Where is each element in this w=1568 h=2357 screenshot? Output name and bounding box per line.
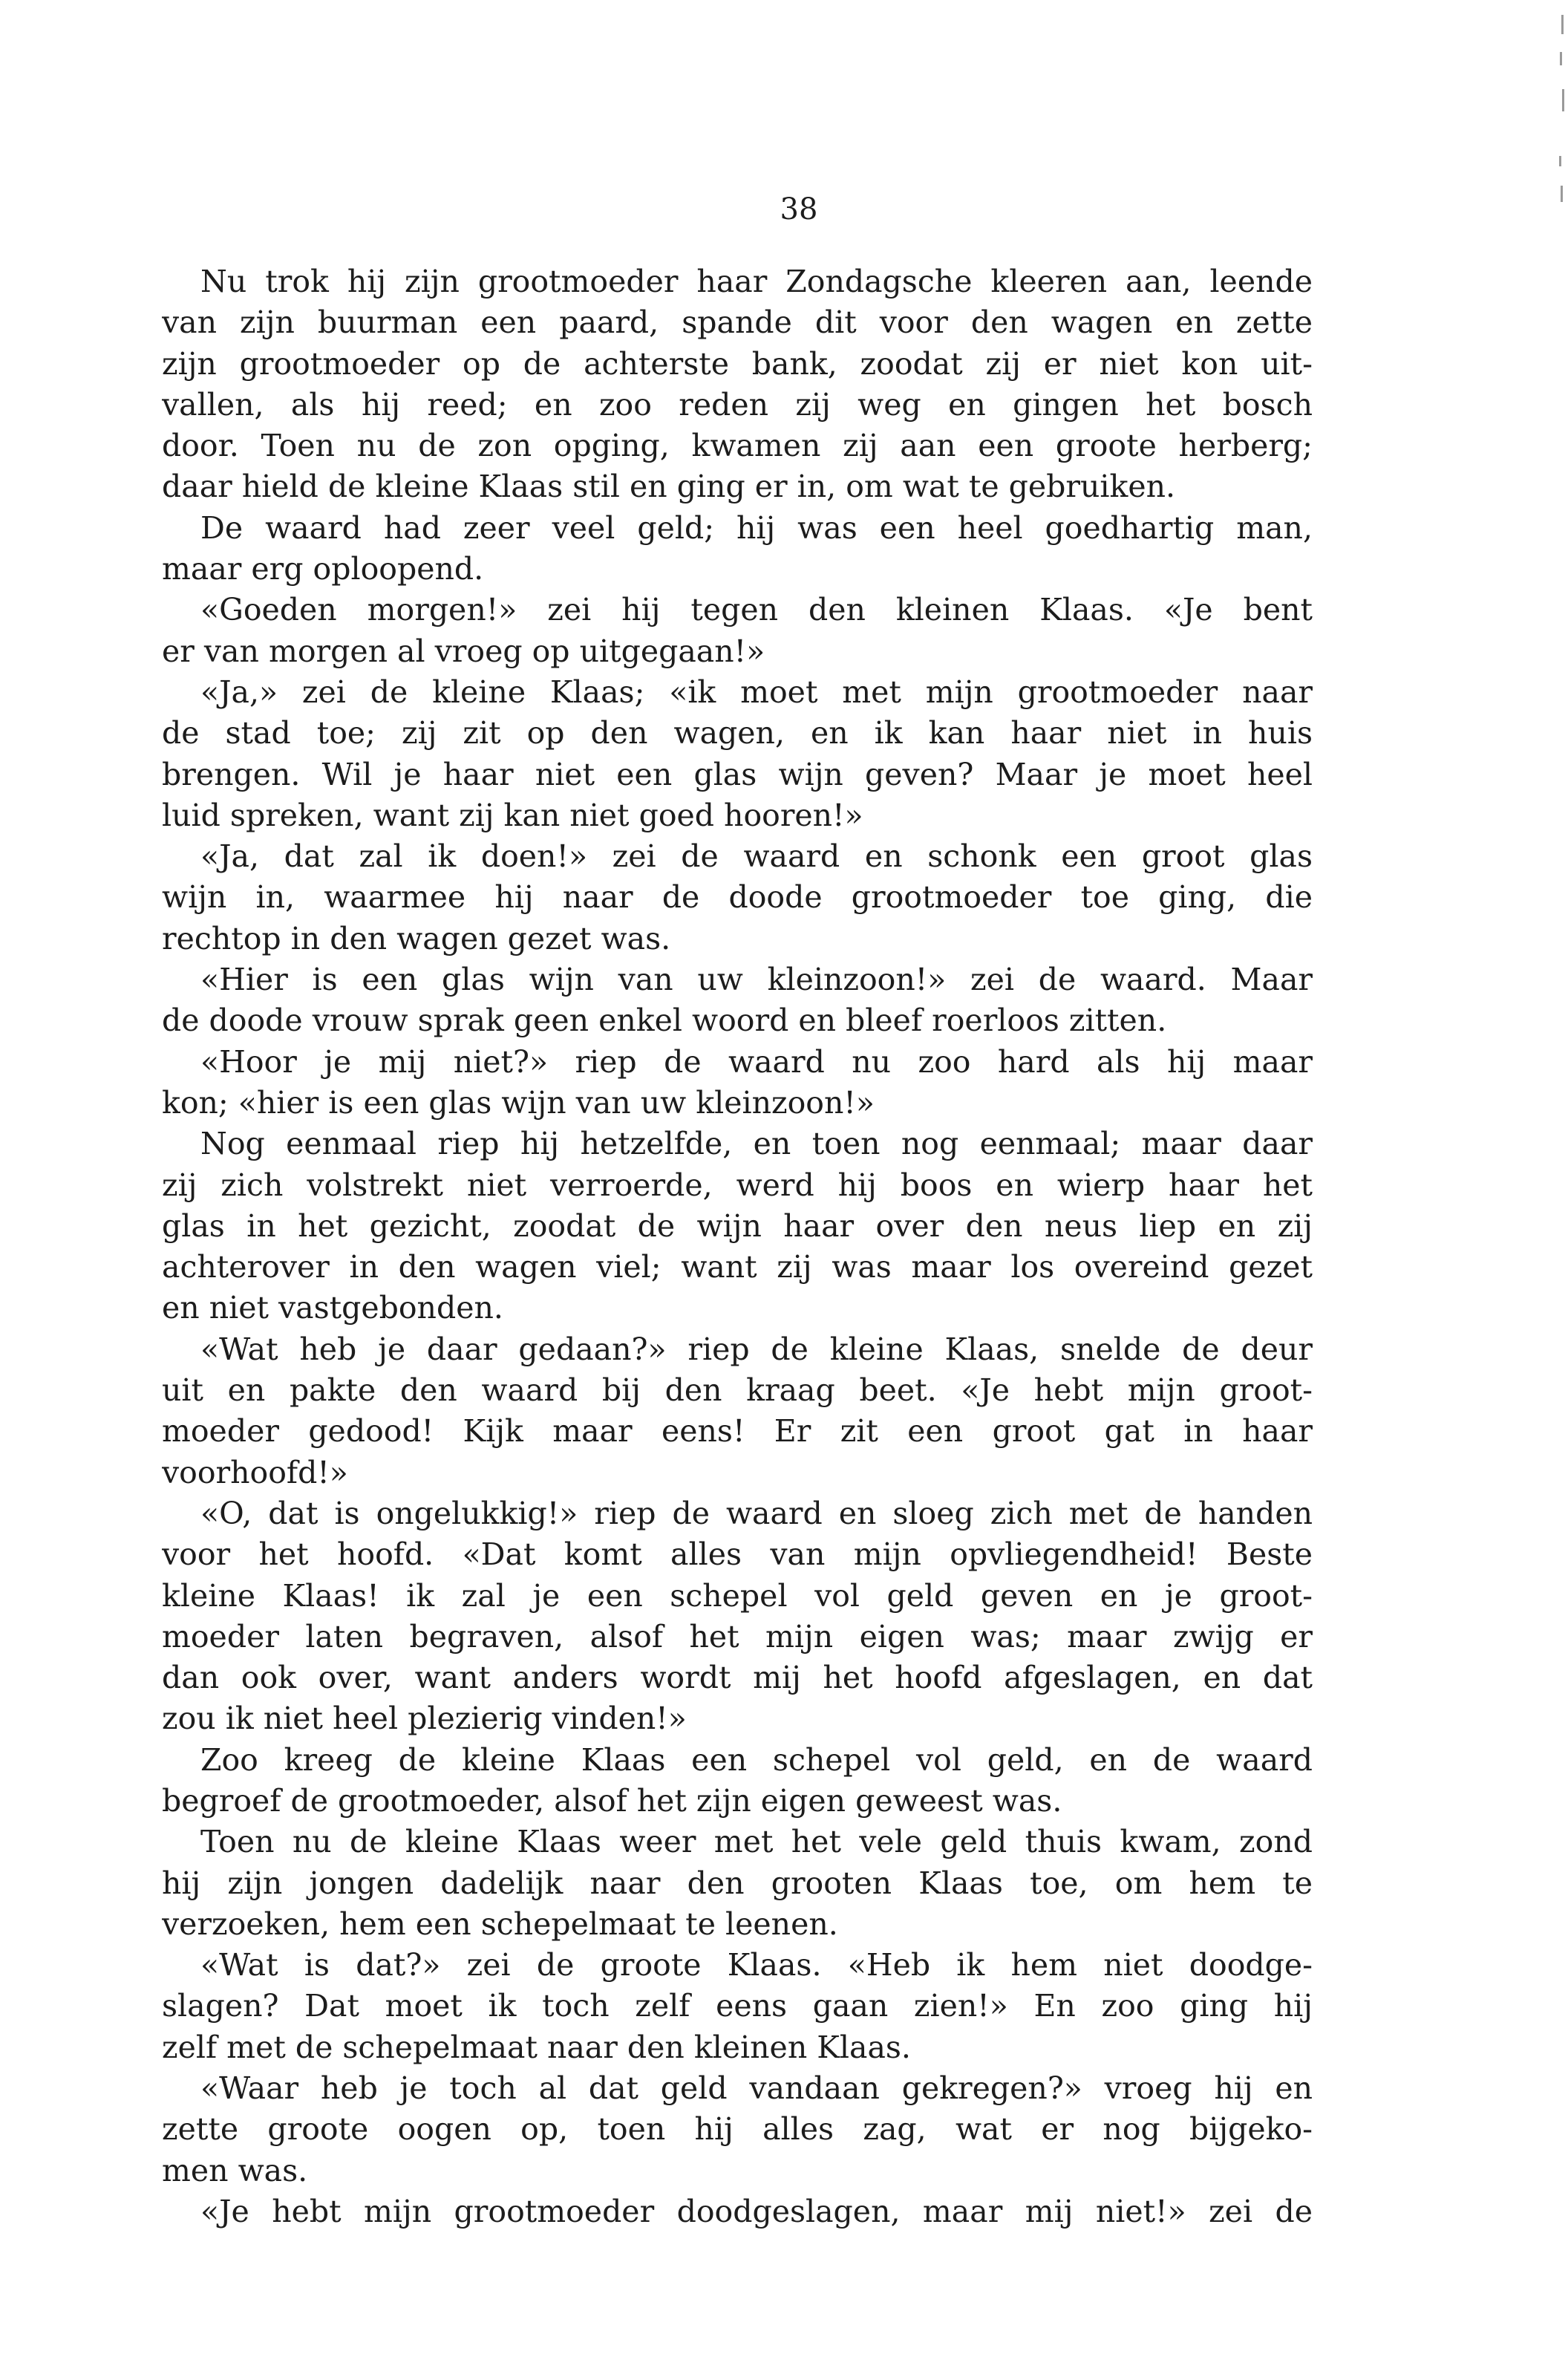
text-line: verzoeken, hem een schepelmaat te leenen. <box>162 1906 838 1942</box>
text-line: brengen. Wil je haar niet een glas wijn geven? Maar je moet heel <box>162 756 1313 792</box>
text-line: luid spreken, want zij kan niet goed hooren!» <box>162 797 863 833</box>
text-line: Toen nu de kleine Klaas weer met het vele geld thuis kwam, zond <box>200 1824 1313 1860</box>
text-line: er van morgen al vroeg op uitgegaan!» <box>162 633 765 669</box>
text-line: «Hoor je mij niet?» riep de waard nu zoo hard als hij maar <box>200 1043 1313 1080</box>
text-line: voor het hoofd. «Dat komt alles van mijn opvliegendheid! Beste <box>162 1536 1313 1573</box>
scan-edge-marks <box>1546 0 1568 2357</box>
text-line: slagen? Dat moet ik toch zelf eens gaan zien!» En zoo ging hij <box>162 1988 1313 2024</box>
text-line: rechtop in den wagen gezet was. <box>162 920 671 956</box>
text-line: begroef de grootmoeder, alsof het zijn eigen geweest was. <box>162 1782 1062 1819</box>
page-number: 38 <box>780 192 818 226</box>
text-line: zou ik niet heel plezierig vinden!» <box>162 1701 687 1737</box>
text-line: de doode vrouw sprak geen enkel woord en bleef roerloos zitten. <box>162 1003 1167 1039</box>
text-line: Zoo kreeg de kleine Klaas een schepel vol geld, en de waard <box>200 1741 1313 1778</box>
text-line: zij zich volstrekt niet verroerde, werd hij boos en wierp haar het <box>162 1167 1313 1203</box>
text-line: van zijn buurman een paard, spande dit voor den wagen en zette <box>162 304 1313 341</box>
text-line: «Wat is dat?» zei de groote Klaas. «Heb ik hem niet doodge- <box>200 1947 1313 1983</box>
text-line: moeder gedood! Kijk maar eens! Er zit een groot gat in haar <box>162 1413 1313 1450</box>
text-line: daar hield de kleine Klaas stil en ging er in, om wat te gebruiken. <box>162 469 1176 505</box>
text-line: achterover in den wagen viel; want zij was maar los overeind gezet <box>162 1249 1313 1285</box>
text-line: glas in het gezicht, zoodat de wijn haar over den neus liep en zij <box>162 1207 1313 1244</box>
text-line: maar erg oploopend. <box>162 551 484 587</box>
text-line: men was. <box>162 2152 308 2188</box>
text-line: vallen, als hij reed; en zoo reden zij weg en gingen het bosch <box>162 386 1313 423</box>
text-line: en niet vastgebonden. <box>162 1290 503 1326</box>
text-line: door. Toen nu de zon opging, kwamen zij aan een groote herberg; <box>162 428 1313 464</box>
text-line: «Hier is een glas wijn van uw kleinzoon!» zei de waard. Maar <box>200 962 1313 998</box>
body-text <box>162 261 1313 2232</box>
text-line: zelf met de schepelmaat naar den kleinen Klaas. <box>162 2029 911 2065</box>
text-line: uit en pakte den waard bij den kraag beet. «Je hebt mijn groot- <box>162 1372 1313 1409</box>
text-line: kon; «hier is een glas wijn van uw kleinzoon!» <box>162 1084 875 1121</box>
text-line: «Goeden morgen!» zei hij tegen den kleinen Klaas. «Je bent <box>200 592 1313 628</box>
text-line: hij zijn jongen dadelijk naar den grooten Klaas toe, om hem te <box>162 1865 1313 1901</box>
text-line: «Ja,» zei de kleine Klaas; «ik moet met mijn grootmoeder naar <box>200 674 1313 710</box>
text-line: moeder laten begraven, alsof het mijn eigen was; maar zwijg er <box>162 1618 1313 1655</box>
text-line: wijn in, waarmee hij naar de doode grootmoeder toe ging, die <box>162 879 1313 916</box>
text-line: «Ja, dat zal ik doen!» zei de waard en schonk een groot glas <box>200 838 1313 875</box>
text-line: «Wat heb je daar gedaan?» riep de kleine Klaas, snelde de deur <box>200 1331 1313 1367</box>
text-line: zijn grootmoeder op de achterste bank, zoodat zij er niet kon uit- <box>162 345 1313 382</box>
text-line: «O, dat is ongelukkig!» riep de waard en sloeg zich met de handen <box>200 1495 1313 1531</box>
text-line: Nog eenmaal riep hij hetzelfde, en toen nog eenmaal; maar daar <box>200 1126 1313 1162</box>
text-line: dan ook over, want anders wordt mij het hoofd afgeslagen, en dat <box>162 1660 1313 1696</box>
text-line: kleine Klaas! ik zal je een schepel vol geld geven en je groot- <box>162 1577 1313 1614</box>
text-line: De waard had zeer veel geld; hij was een heel goedhartig man, <box>200 509 1313 546</box>
text-line: Nu trok hij zijn grootmoeder haar Zondagsche kleeren aan, leende <box>200 264 1313 299</box>
text-line: de stad toe; zij zit op den wagen, en ik kan haar niet in huis <box>162 715 1313 752</box>
text-line: zette groote oogen op, toen hij alles zag, wat er nog bijgeko- <box>162 2111 1313 2148</box>
text-line: «Waar heb je toch al dat geld vandaan gekregen?» vroeg hij en <box>200 2070 1313 2107</box>
text-line: voorhoofd!» <box>162 1454 348 1490</box>
text-line: «Je hebt mijn grootmoeder doodgeslagen, maar mij niet!» zei de <box>200 2193 1313 2229</box>
